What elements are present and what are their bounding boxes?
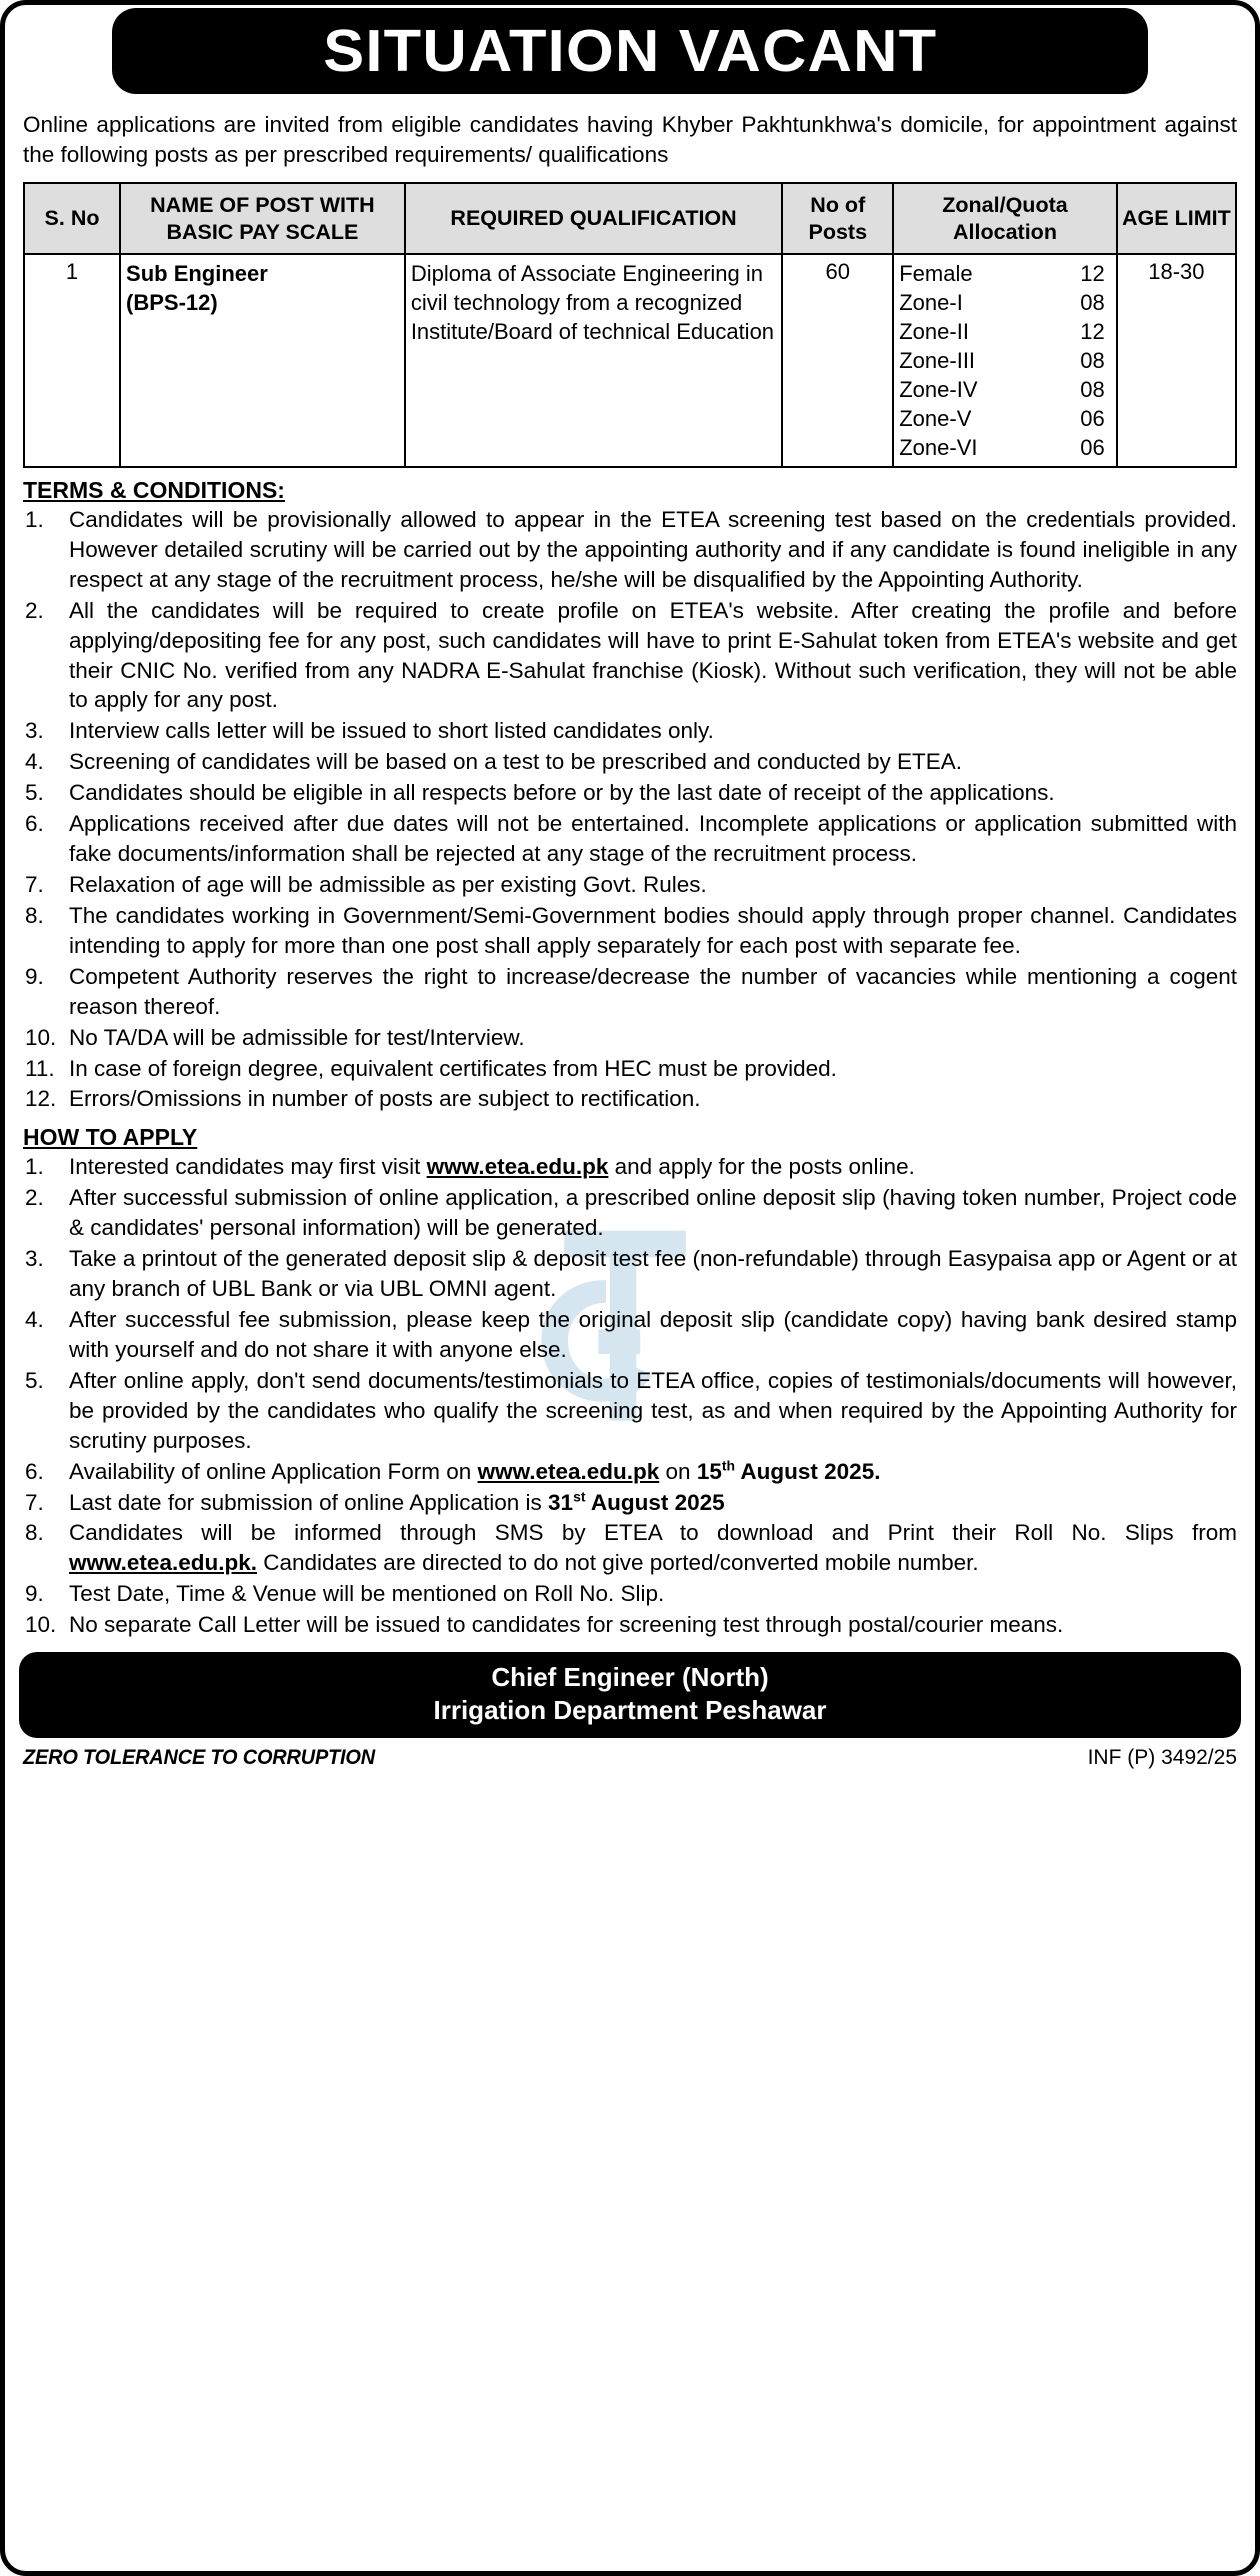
zone-label: Zone-V (899, 405, 972, 431)
how-to-apply-item-number: 8. (25, 1520, 44, 1546)
signatory-department: Irrigation Department Peshawar (433, 1694, 827, 1725)
terms-item (23, 1084, 1237, 1114)
text-segment: After successful fee submission, please keep the original deposit slip (candidate copy) having bank desired stamp with yourself and do not share it with anyone else. (69, 1306, 1237, 1362)
how-to-apply-item-text (69, 1520, 1237, 1575)
etea-website-link[interactable]: www.etea.edu.pk (426, 1154, 609, 1180)
how-to-apply-item (23, 1366, 1237, 1456)
cell-no-of-posts: 60 (782, 254, 893, 467)
signatory-banner (19, 1652, 1241, 1738)
col-header-age-limit: AGE LIMIT (1117, 183, 1236, 253)
how-to-apply-item (23, 1152, 1237, 1182)
text-segment: Candidates are directed to do not give ported/converted mobile number. (256, 1550, 979, 1576)
how-to-apply-item-number: 9. (25, 1581, 44, 1607)
how-to-apply-item-text (69, 1307, 1237, 1362)
text-segment: Interested candidates may first visit (69, 1154, 427, 1180)
table-row (24, 254, 1236, 467)
cell-post-name (120, 254, 405, 467)
post-pay-scale: (BPS-12) (126, 289, 218, 315)
intro-paragraph: Online applications are invited from eligible candidates having Khyber Pakhtunkhwa's domicile, for appointment against the following posts as per prescribed requirements/ qualifications (23, 112, 1237, 168)
col-header-sno: S. No (24, 183, 120, 253)
terms-item-text: Candidates will be provisionally allowed to appear in the ETEA screening test based on the credentials provided. However detailed scrutiny will be carried out by the appointing authority and if any candidate is found ineligible in any respect at any stage of the recruitment process, he/she will be disqualified by the Appointing Authority. (69, 506, 1237, 592)
etea-website-link[interactable]: www.etea.edu.pk (477, 1458, 660, 1484)
inf-reference-code: INF (P) 3492/25 (1087, 1746, 1237, 1770)
text-segment: After successful submission of online application, a prescribed online deposit slip (having token number, Project code & candidates' personal information) will be generated. (69, 1185, 1237, 1241)
zonal-allocation-row (899, 404, 1111, 433)
deadline-date: 15 (696, 1458, 722, 1484)
how-to-apply-item-text (69, 1459, 880, 1484)
zone-count: 12 (1080, 260, 1105, 286)
zonal-allocation-row (899, 288, 1111, 317)
how-to-apply-item-number: 6. (25, 1458, 44, 1484)
terms-item (23, 1023, 1237, 1053)
terms-item (23, 962, 1237, 1022)
terms-item-number: 7. (25, 872, 44, 897)
footer-bottom-bar (23, 1746, 1237, 1770)
how-to-apply-item (23, 1610, 1237, 1640)
cell-qualification: Diploma of Associate Engineering in civil technology from a recognized Institute/Board of technical Education (405, 254, 783, 467)
terms-item-text: Screening of candidates will be based on a test to be prescribed and conducted by ETEA. (69, 749, 963, 775)
how-to-apply-item-number: 5. (25, 1367, 44, 1393)
terms-item-text: Interview calls letter will be issued to short listed candidates only. (69, 718, 714, 744)
terms-item-text: The candidates working in Government/Semi-Government bodies should apply through proper channel. Candidates intending to apply for more than one post shall apply separately for each post with separate fee. (69, 902, 1237, 958)
terms-item (23, 901, 1237, 961)
posts-table-wrapper (23, 182, 1237, 468)
zonal-allocation-row (899, 317, 1111, 346)
page-title: SITUATION VACANT (322, 17, 938, 84)
how-to-apply-item-number: 3. (25, 1246, 44, 1272)
how-to-apply-item (23, 1183, 1237, 1243)
terms-item-text: All the candidates will be required to create profile on ETEA's website. After creating the profile and before applying/depositing fee for any post, such candidates will have to print E-Sahulat token from ETEA's website and get their CNIC No. verified from any NADRA E-Sahulat franchise (Kiosk). Without such verification, they will not be able to apply for any post. (69, 597, 1237, 713)
posts-table (23, 182, 1237, 468)
zone-count: 08 (1080, 347, 1105, 373)
text-segment: After online apply, don't send documents/testimonials to ETEA office, copies of testimonials/documents will however, be provided by the candidates who qualify the screening test, as and when required by the Appointing Authority for scrutiny purposes. (69, 1367, 1237, 1453)
terms-item-number: 8. (25, 902, 44, 928)
how-to-apply-item-number: 7. (25, 1489, 44, 1515)
deadline-month-year: August 2025 (585, 1489, 725, 1515)
col-header-zonal-quota: Zonal/Quota Allocation (893, 183, 1117, 253)
terms-item-number: 11. (25, 1055, 55, 1081)
date-ordinal-suffix: th (721, 1457, 735, 1474)
zonal-allocation-row (899, 433, 1111, 462)
text-segment: Take a printout of the generated deposit slip & deposit test fee (non-refundable) through Easypaisa app or Agent or at any branch of UBL Bank or via UBL OMNI agent. (69, 1246, 1237, 1302)
how-to-apply-item (23, 1244, 1237, 1304)
how-to-apply-item-text (69, 1612, 1063, 1637)
terms-item-number: 6. (25, 811, 44, 837)
how-to-apply-list (23, 1152, 1237, 1640)
terms-item-number: 4. (25, 749, 44, 775)
zonal-allocation-row (899, 259, 1111, 288)
terms-item-number: 9. (25, 963, 44, 989)
terms-item (23, 870, 1237, 900)
zone-label: Zone-III (899, 347, 976, 373)
terms-item-text: Competent Authority reserves the right to increase/decrease the number of vacancies while mentioning a cogent reason thereof. (69, 963, 1237, 1019)
terms-item-number: 10. (25, 1024, 57, 1050)
terms-item-number: 5. (25, 780, 44, 806)
how-to-apply-item-number: 1. (25, 1154, 44, 1180)
terms-item (23, 505, 1237, 595)
zone-label: Zone-II (899, 318, 969, 344)
terms-item-number: 12. (25, 1086, 57, 1112)
zone-count: 08 (1080, 289, 1105, 315)
how-to-apply-item-text (69, 1154, 915, 1179)
terms-item-number: 2. (25, 597, 44, 623)
col-header-qualification: REQUIRED QUALIFICATION (405, 183, 783, 253)
terms-item-text: No TA/DA will be admissible for test/Interview. (69, 1024, 525, 1050)
zone-count: 06 (1080, 405, 1105, 431)
how-to-apply-item (23, 1518, 1237, 1578)
zone-count: 08 (1080, 376, 1105, 402)
terms-item (23, 809, 1237, 869)
signatory-title: Chief Engineer (North) (491, 1662, 769, 1693)
deadline-date: 31 (548, 1489, 574, 1515)
how-to-apply-item-text (69, 1368, 1237, 1453)
post-title: Sub Engineer (126, 260, 268, 286)
text-segment: and apply for the posts online. (608, 1154, 915, 1180)
title-banner (112, 8, 1148, 94)
how-to-apply-item-number: 4. (25, 1306, 44, 1332)
how-to-apply-item-text (69, 1185, 1237, 1240)
how-to-apply-item (23, 1305, 1237, 1365)
text-segment: Candidates will be informed through SMS by ETEA to download and Print their Roll No. Slips from (69, 1520, 1237, 1546)
text-segment: No separate Call Letter will be issued to candidates for screening test through postal/courier means. (69, 1612, 1064, 1638)
terms-item-number: 3. (25, 718, 44, 744)
terms-item (23, 1054, 1237, 1084)
zone-label: Zone-IV (899, 376, 978, 402)
how-to-apply-item (23, 1457, 1237, 1487)
zone-label: Zone-I (899, 289, 963, 315)
anti-corruption-slogan: ZERO TOLERANCE TO CORRUPTION (23, 1746, 375, 1770)
zonal-allocation-row (899, 375, 1111, 404)
zone-label: Female (899, 260, 973, 286)
zonal-allocation-row (899, 346, 1111, 375)
terms-item (23, 596, 1237, 716)
etea-website-link[interactable]: www.etea.edu.pk. (69, 1550, 257, 1576)
how-to-apply-item-number: 2. (25, 1185, 44, 1211)
cell-sno: 1 (24, 254, 120, 467)
how-to-apply-item-text (69, 1490, 725, 1515)
text-segment: Test Date, Time & Venue will be mentioned on Roll No. Slip. (69, 1581, 665, 1607)
text-segment: Availability of online Application Form on (69, 1458, 478, 1484)
terms-item-text: Applications received after due dates will not be entertained. Incomplete applications or application submitted with fake documents/information shall be rejected at any stage of the recruitment process. (69, 811, 1237, 867)
deadline-month-year: August 2025. (735, 1458, 881, 1484)
zone-count: 06 (1080, 434, 1105, 460)
terms-item-text: Relaxation of age will be admissible as per existing Govt. Rules. (69, 872, 707, 897)
terms-item-text: Candidates should be eligible in all respects before or by the last date of receipt of the applications. (69, 780, 1055, 806)
terms-list (23, 505, 1237, 1114)
how-to-apply-item-number: 10. (25, 1612, 57, 1638)
how-to-apply-item (23, 1488, 1237, 1518)
how-to-apply-item (23, 1579, 1237, 1609)
col-header-no-of-posts: No of Posts (782, 183, 893, 253)
terms-item (23, 716, 1237, 746)
terms-item (23, 778, 1237, 808)
col-header-post-name: NAME OF POST WITH BASIC PAY SCALE (120, 183, 405, 253)
terms-item-text: In case of foreign degree, equivalent certificates from HEC must be provided. (69, 1055, 837, 1081)
text-segment: Last date for submission of online Application is (69, 1489, 549, 1515)
terms-heading: TERMS & CONDITIONS: (23, 476, 285, 503)
how-to-apply-item-text (69, 1581, 664, 1606)
terms-item-number: 1. (25, 506, 44, 532)
terms-item-text: Errors/Omissions in number of posts are subject to rectification. (69, 1086, 701, 1112)
cell-age-limit: 18-30 (1117, 254, 1236, 467)
how-to-apply-item-text (69, 1246, 1237, 1301)
terms-item (23, 747, 1237, 777)
how-to-apply-heading: HOW TO APPLY (23, 1124, 198, 1151)
date-ordinal-suffix: st (573, 1488, 586, 1505)
zone-count: 12 (1080, 318, 1105, 344)
cell-zonal-allocation (893, 254, 1117, 467)
zone-label: Zone-VI (899, 434, 978, 460)
table-header-row (24, 183, 1236, 253)
text-segment: on (659, 1458, 697, 1484)
